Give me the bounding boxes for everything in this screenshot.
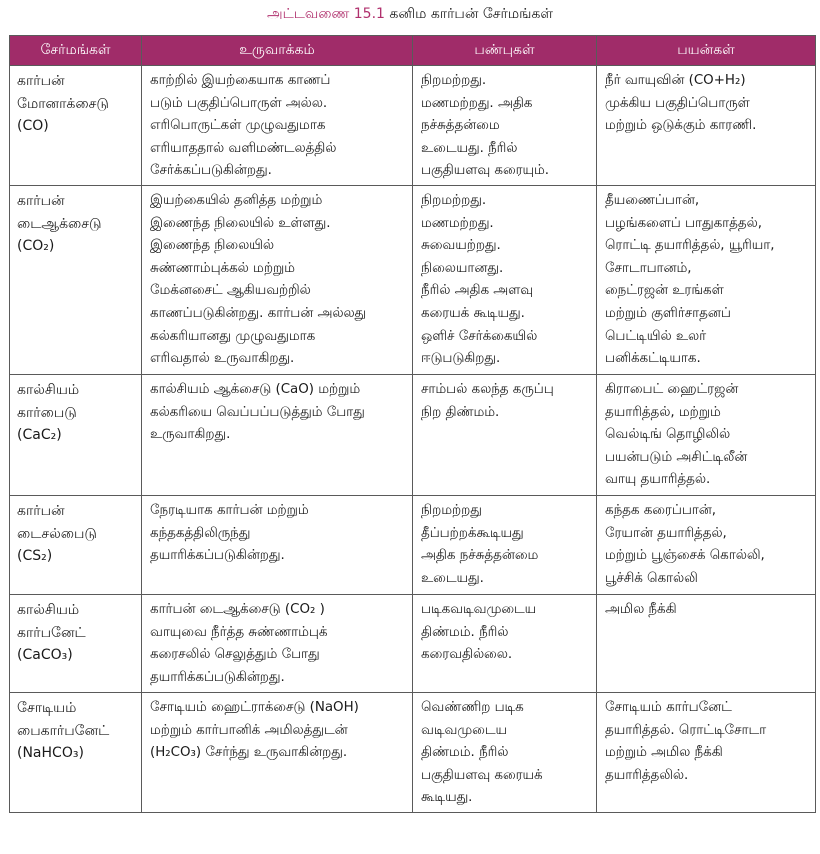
table-caption-title: கனிம கார்பன் சேர்மங்கள்: [389, 6, 553, 22]
table-row: [10, 375, 816, 496]
table-caption-label: அட்டவணை 15.1: [267, 6, 385, 22]
compound-cell: கார்பன் டைஆக்சைடு (CO₂): [10, 186, 142, 375]
table-row: [10, 66, 816, 186]
table-caption: [0, 6, 820, 24]
properties-cell: நிறமற்றது தீப்பற்றக்கூடியது அதிக நச்சுத்தன்மை உடையது.: [413, 496, 597, 595]
uses-cell: சோடியம் கார்பனேட் தயாரித்தல். ரொட்டிசோடா மற்றும் அமில நீக்கி தயாரித்தலில்.: [597, 693, 816, 813]
compound-cell: கார்பன் டைசல்பைடு (CS₂): [10, 496, 142, 595]
compound-cell: கால்சியம் கார்பனேட் (CaCO₃): [10, 595, 142, 693]
uses-cell: அமில நீக்கி: [597, 595, 816, 693]
header-properties: பண்புகள்: [413, 36, 597, 66]
uses-cell: நீர் வாயுவின் (CO+H₂) முக்கிய பகுதிப்பொருள் மற்றும் ஒடுக்கும் காரணி.: [597, 66, 816, 186]
formation-cell: இயற்கையில் தனித்த மற்றும் இணைந்த நிலையில் உள்ளது. இணைந்த நிலையில் சுண்ணாம்புக்கல் மற்றும் மேக்னசைட் ஆகியவற்றில் காணப்படுகின்றது. கார்பன் அல்லது கல்கரியானது முழுவதுமாக எரிவதால் உருவாகிறது.: [142, 186, 413, 375]
table-header-row: [10, 36, 816, 66]
formation-cell: கார்பன் டைஆக்சைடு (CO₂ ) வாயுவை நீர்த்த சுண்ணாம்புக் கரைசலில் செலுத்தும் போது தயாரிக்கப்படுகின்றது.: [142, 595, 413, 693]
table-row: [10, 693, 816, 813]
header-uses: பயன்கள்: [597, 36, 816, 66]
table-row: [10, 496, 816, 595]
uses-cell: கந்தக கரைப்பான், ரேயான் தயாரித்தல், மற்றும் பூஞ்சைக் கொல்லி, பூச்சிக் கொல்லி: [597, 496, 816, 595]
properties-cell: படிகவடிவமுடைய திண்மம். நீரில் கரைவதில்லை.: [413, 595, 597, 693]
table-row: [10, 186, 816, 375]
header-compounds: சேர்மங்கள்: [10, 36, 142, 66]
compound-cell: கார்பன் மோனாக்சைடு (CO): [10, 66, 142, 186]
uses-cell: தீயணைப்பான், பழங்களைப் பாதுகாத்தல், ரொட்டி தயாரித்தல், யூரியா, சோடாபானம், நைட்ரஜன் உரங்கள் மற்றும் குளிர்சாதனப் பெட்டியில் உலர் பனிக்கட்டியாக.: [597, 186, 816, 375]
formation-cell: நேரடியாக கார்பன் மற்றும் கந்தகத்திலிருந்து தயாரிக்கப்படுகின்றது.: [142, 496, 413, 595]
formation-cell: கால்சியம் ஆக்சைடு (CaO) மற்றும் கல்கரியை வெப்பப்படுத்தும் போது உருவாகிறது.: [142, 375, 413, 496]
compound-cell: கால்சியம் கார்பைடு (CaC₂): [10, 375, 142, 496]
formation-cell: சோடியம் ஹைட்ராக்சைடு (NaOH) மற்றும் கார்பானிக் அமிலத்துடன் (H₂CO₃) சேர்ந்து உருவாகின்றது.: [142, 693, 413, 813]
compounds-table: [9, 35, 816, 813]
formation-cell: காற்றில் இயற்கையாக காணப் படும் பகுதிப்பொருள் அல்ல. எரிபொருட்கள் முழுவதுமாக எரியாததால் வளிமண்டலத்தில் சேர்க்கப்படுகின்றது.: [142, 66, 413, 186]
properties-cell: நிறமற்றது. மணமற்றது. அதிக நச்சுத்தன்மை உடையது. நீரில் பகுதியளவு கரையும்.: [413, 66, 597, 186]
properties-cell: வெண்ணிற படிக வடிவமுடைய திண்மம். நீரில் பகுதியளவு கரையக் கூடியது.: [413, 693, 597, 813]
compound-cell: சோடியம் பைகார்பனேட் (NaHCO₃): [10, 693, 142, 813]
uses-cell: கிராபைட் ஹைட்ரஜன் தயாரித்தல், மற்றும் வெல்டிங் தொழிலில் பயன்படும் அசிட்டிலீன் வாயு தயாரித்தல்.: [597, 375, 816, 496]
table-row: [10, 595, 816, 693]
header-formation: உருவாக்கம்: [142, 36, 413, 66]
properties-cell: சாம்பல் கலந்த கருப்பு நிற திண்மம்.: [413, 375, 597, 496]
properties-cell: நிறமற்றது. மணமற்றது. சுவையற்றது. நிலையானது. நீரில் அதிக அளவு கரையக் கூடியது. ஒளிச் சேர்க்கையில் ஈடுபடுகிறது.: [413, 186, 597, 375]
